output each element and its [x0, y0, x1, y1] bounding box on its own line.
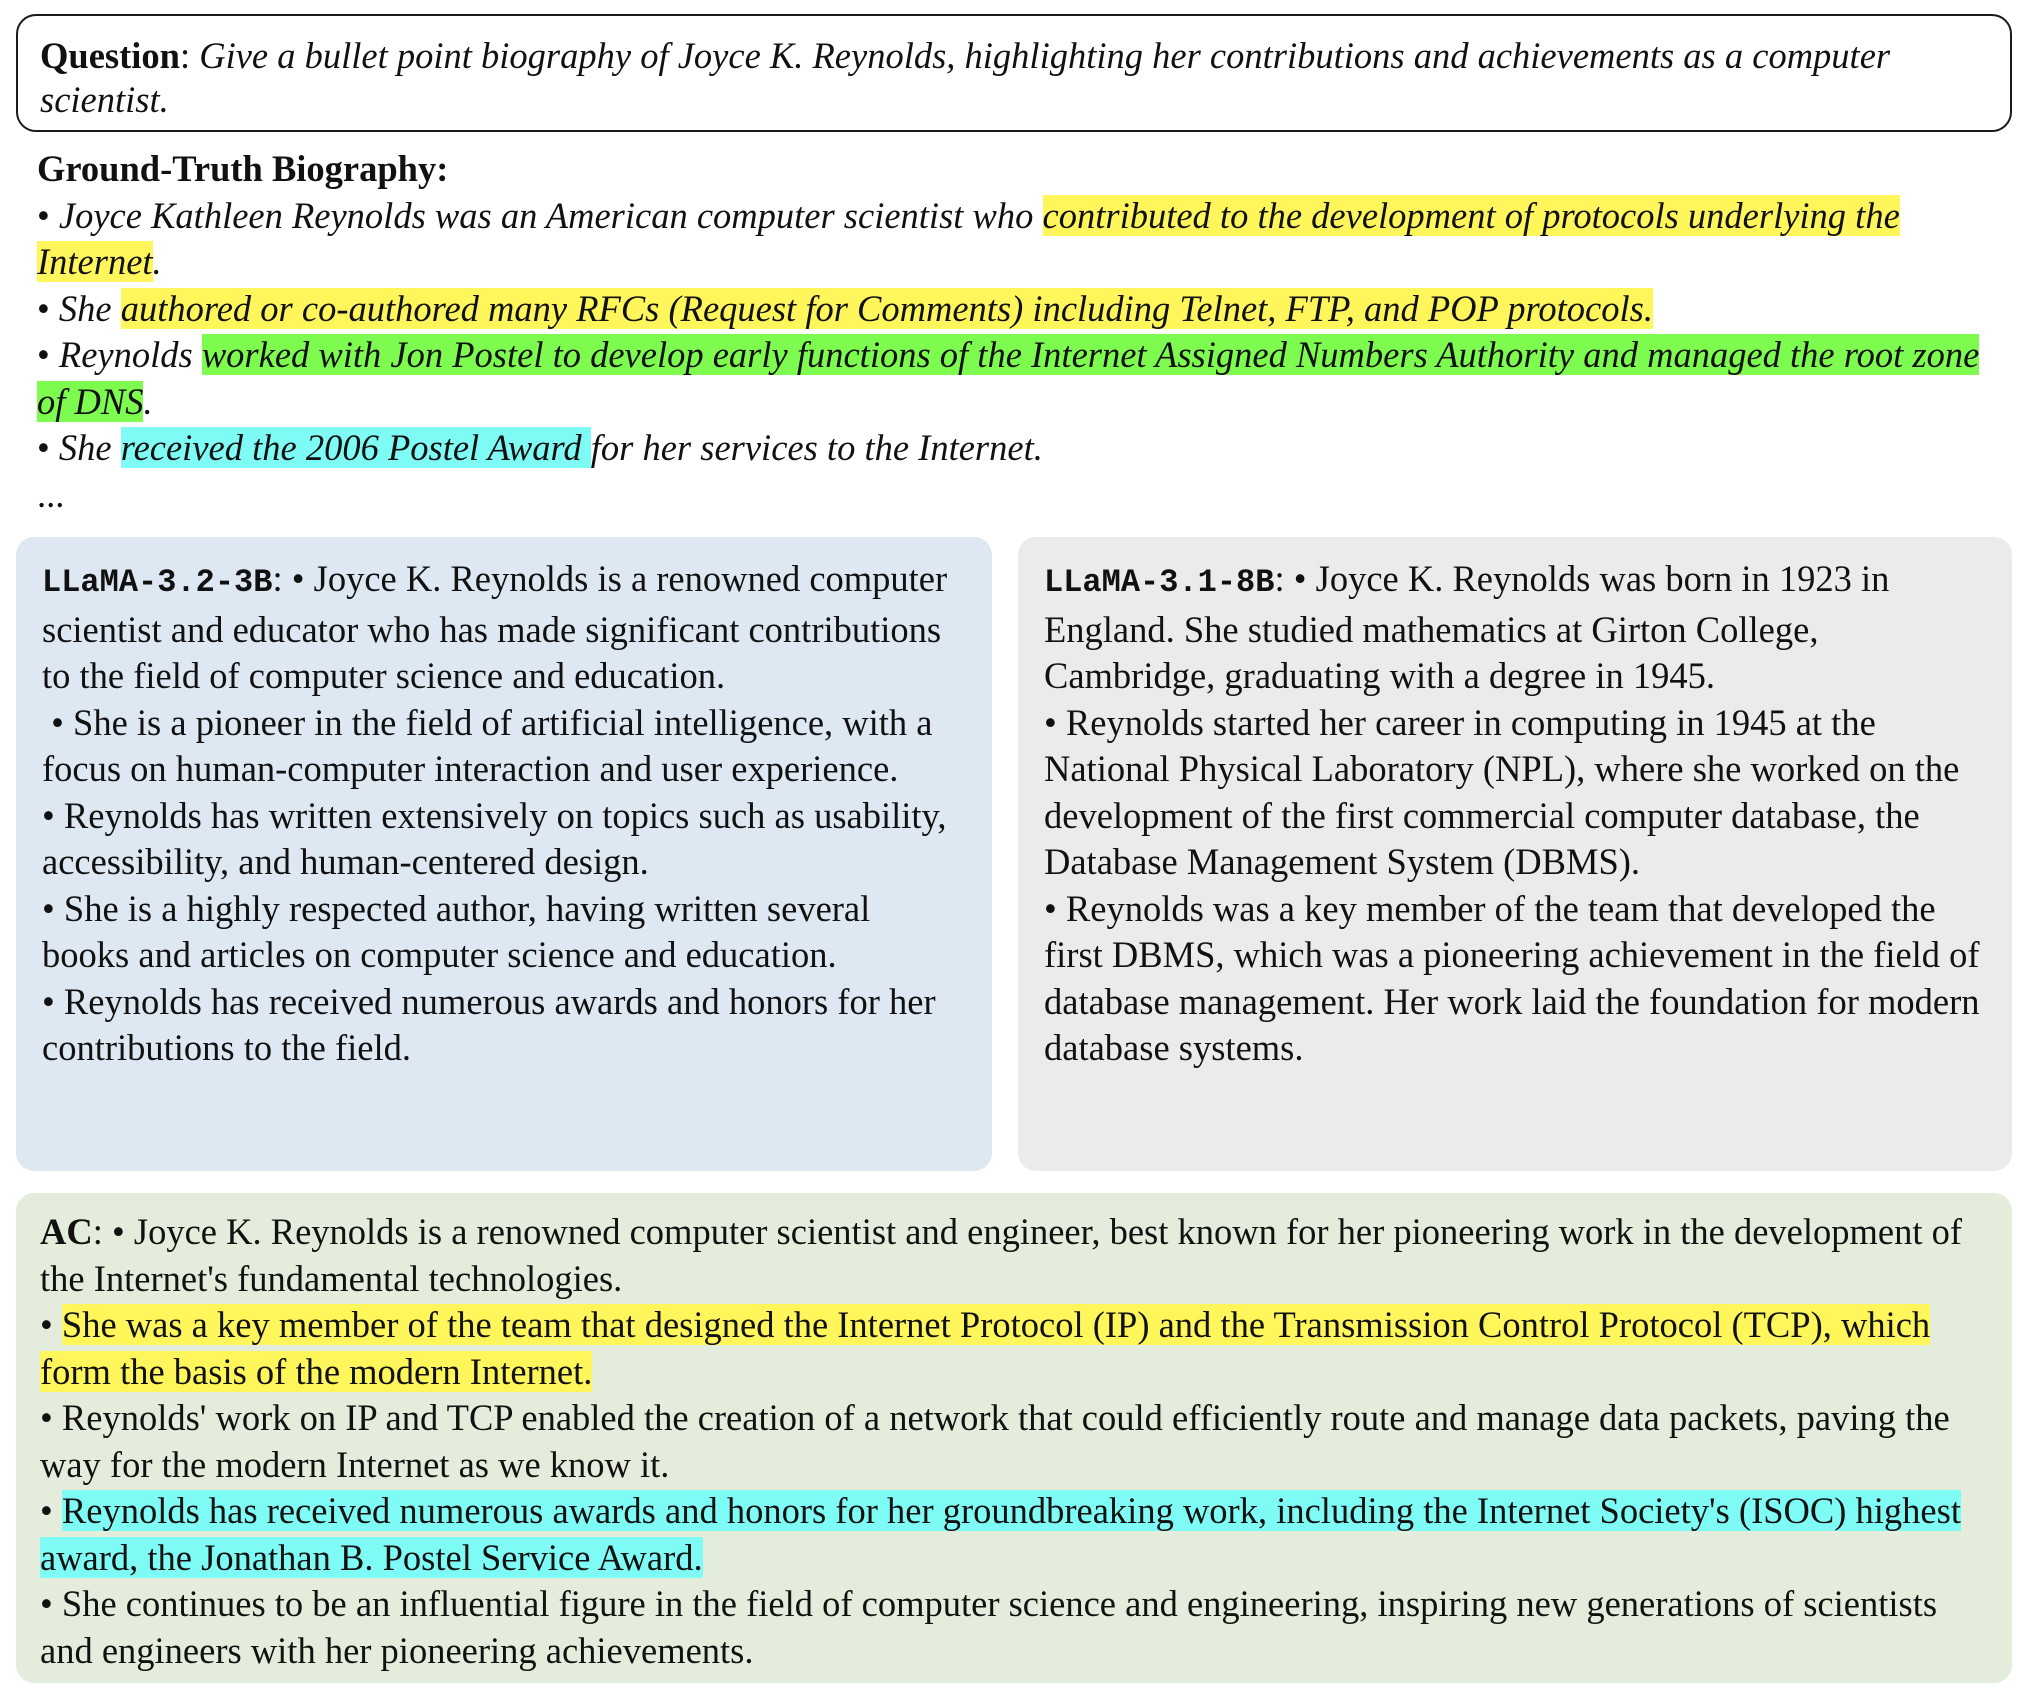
gt-item-text: She — [58, 287, 121, 329]
llama-3b-item-text: She is a pioneer in the field of artificial intelligence, with a focus on human-computer interaction and user experience. — [42, 701, 933, 789]
gt-item-text: Reynolds — [58, 334, 202, 375]
gt-item — [37, 193, 1997, 286]
bullet: • — [40, 1304, 53, 1345]
ac-item: AC: • Joyce K. Reynolds is a renowned computer scientist and engineer, best known for her pioneering work in the development of the Internet's fundamental technologies. — [40, 1211, 1963, 1299]
question-box — [16, 14, 2012, 132]
bullet: • — [40, 1583, 53, 1624]
llama-3b-item-text: She is a highly respected author, having written several books and articles on computer science and education. — [42, 887, 871, 975]
gt-item-highlight: contributed to the development of protocols underlying the Internet — [37, 194, 1900, 282]
gt-item-text: . — [152, 241, 162, 282]
ac-model-name: AC — [40, 1211, 93, 1252]
llama-3b-item-text: Reynolds has received numerous awards and honors for her contributions to the field. — [42, 980, 936, 1068]
bullet: • — [1044, 887, 1057, 929]
bullet: • — [37, 287, 50, 329]
bullet: • — [37, 427, 50, 468]
llama-3b-item-text: Reynolds has written extensively on topics such as usability, accessibility, and human-centered design. — [42, 794, 947, 882]
llama-8b-item — [1044, 700, 1986, 886]
llama-3b-item-text: Joyce K. Reynolds is a renowned computer scientist and educator who has made significant contributions to the field of computer science and education. — [42, 558, 948, 696]
bullet: • — [37, 334, 50, 375]
gt-item-text: for her services to the Internet. — [590, 427, 1043, 468]
llama-3b-model-name: LLaMA-3.2-3B — [42, 564, 273, 601]
question-colon: : — [179, 35, 200, 76]
bullet: • — [42, 794, 55, 836]
ac-item-text: Joyce K. Reynolds is a renowned computer scientist and engineer, best known for her pioneering work in the development of the Internet's fundamental technologies. — [40, 1211, 1963, 1299]
bullet: • — [112, 1211, 125, 1252]
ac-item-highlight: Reynolds has received numerous awards and honors for her groundbreaking work, including the Internet Society's (ISOC) highest award, the Jonathan B. Postel Service Award. — [40, 1490, 1961, 1578]
llama-3b-item — [42, 886, 966, 979]
question-text: Give a bullet point biography of Joyce K. Reynolds, highlighting her contributions and achievements as a computer scientist. — [40, 35, 1891, 120]
bullet: • — [40, 1397, 53, 1438]
llama-8b-model-name: LLaMA-3.1-8B — [1044, 564, 1275, 601]
gt-item — [37, 286, 1997, 333]
bullet: • — [291, 558, 305, 599]
bullet: • — [1293, 558, 1307, 599]
gt-item — [37, 332, 1997, 425]
llama-8b-item-text: Joyce K. Reynolds was born in 1923 in England. She studied mathematics at Girton College, Cambridge, graduating with a degree in 1945. — [1044, 558, 1890, 696]
gt-item-text: Joyce Kathleen Reynolds was an American computer scientist who — [58, 194, 1043, 236]
ac-item-text: She continues to be an influential figure in the field of computer science and engineering, inspiring new generations of scientists and engineers with her pioneering achievements. — [40, 1583, 1938, 1671]
bullet: • — [42, 887, 55, 929]
ac-item-highlight: She was a key member of the team that designed the Internet Protocol (IP) and the Transmission Control Protocol (TCP), which form the basis of the modern Internet. — [40, 1304, 1931, 1392]
llama-8b-panel — [1018, 537, 2012, 1171]
ground-truth-title: Ground-Truth Biography: — [37, 148, 449, 189]
bullet: • — [40, 1490, 53, 1531]
ac-item-text: Reynolds' work on IP and TCP enabled the creation of a network that could efficiently route and manage data packets, paving the way for the modern Internet as we know it. — [40, 1397, 1950, 1485]
gt-item-highlight: authored or co-authored many RFCs (Request for Comments) including Telnet, FTP, and POP protocols. — [120, 287, 1653, 329]
llama-8b-item — [1044, 886, 1986, 1072]
ac-item — [40, 1395, 1988, 1488]
ac-panel — [16, 1193, 2012, 1683]
gt-item-text: She — [58, 427, 121, 468]
bullet: • — [37, 194, 50, 236]
bullet: • — [42, 980, 55, 1022]
question-label: Question — [40, 35, 180, 76]
gt-item-highlight: received the 2006 Postel Award — [120, 427, 591, 468]
llama-8b-item: LLaMA-3.1-8B: • Joyce K. Reynolds was born in 1923 in England. She studied mathematics at Girton College, Cambridge, graduating with a degree in 1945. — [1044, 558, 1890, 696]
ac-item — [40, 1302, 1988, 1395]
llama-3b-panel — [16, 537, 992, 1171]
llama-3b-item: LLaMA-3.2-3B: • Joyce K. Reynolds is a renowned computer scientist and educator who has made significant contributions to the field of computer science and education. — [42, 558, 948, 696]
llama-8b-item-text: Reynolds was a key member of the team that developed the first DBMS, which was a pioneering achievement in the field of database management. Her work laid the foundation for modern database systems. — [1044, 887, 1980, 1068]
bullet: • — [51, 701, 64, 743]
ac-item — [40, 1581, 1988, 1674]
llama-3b-item — [42, 700, 966, 793]
gt-item-highlight: worked with Jon Postel to develop early functions of the Internet Assigned Numbers Authority and managed the root zone of DNS — [37, 334, 1980, 422]
llama-8b-item-text: Reynolds started her career in computing in 1945 at the National Physical Laboratory (NPL), where she worked on the development of the first commercial computer database, the Database Management System (DBMS). — [1044, 701, 1960, 882]
bullet: • — [1044, 701, 1057, 743]
gt-item-text: . — [143, 380, 153, 422]
gt-item — [37, 425, 1997, 472]
llama-3b-item — [42, 979, 966, 1072]
llama-3b-item — [42, 793, 966, 886]
ground-truth-section — [37, 146, 1997, 518]
gt-ellipsis: ... — [37, 473, 65, 515]
ac-item — [40, 1488, 1988, 1581]
